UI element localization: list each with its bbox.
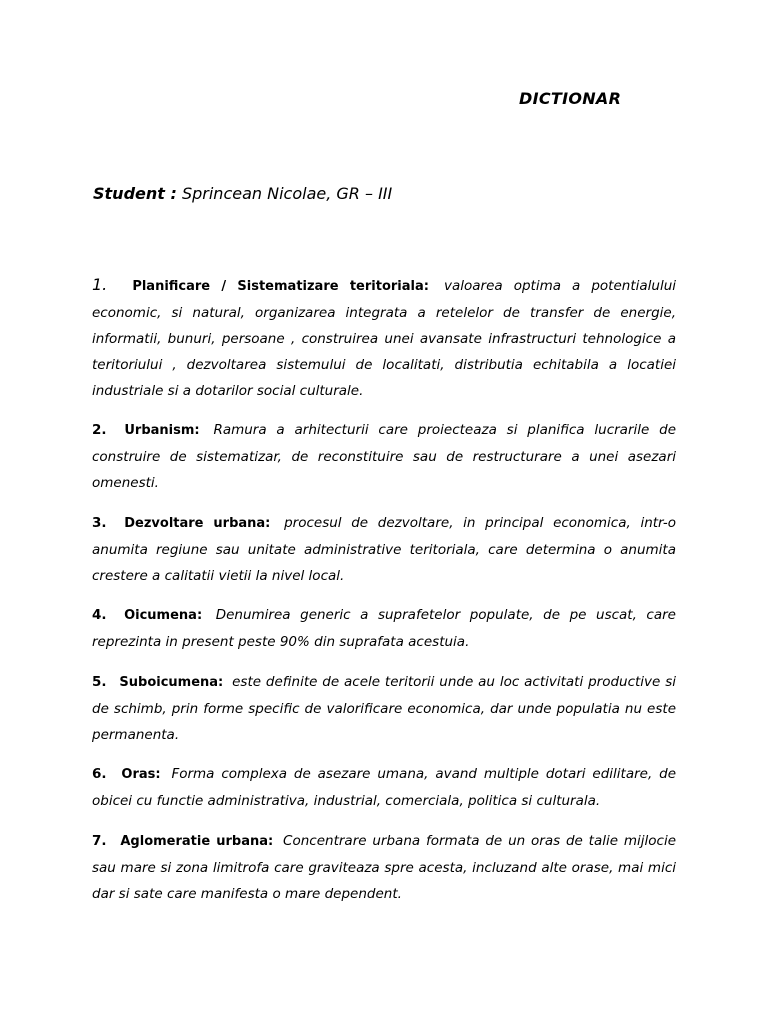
dictionary-entry-3 — [92, 510, 676, 589]
entry-term: Oicumena: — [124, 608, 203, 623]
dictionary-entry-2 — [92, 417, 676, 496]
dictionary-entry-7 — [92, 828, 676, 907]
entry-number: 1. — [92, 274, 108, 294]
entry-definition: Concentrare urbana formata de un oras de talie mijlocie sau mare si zona limitrofa care graviteaza spre acesta, incluzand alte orase, mai mici dar si sate care manifesta o mare dependent. — [92, 832, 677, 902]
entry-definition: Denumirea generic a suprafetelor populate, de pe uscat, care reprezinta in present peste 90% din suprafata acestuia. — [92, 607, 676, 650]
entry-number: 4. — [92, 607, 107, 623]
entry-definition: Forma complexa de asezare umana, avand multiple dotari edilitare, de obicei cu functie administrativa, industrial, comerciala, politica si culturala. — [92, 766, 676, 809]
entry-number: 7. — [92, 832, 107, 849]
entry-number: 2. — [92, 422, 107, 438]
entry-term: Planificare / Sistematizare teritoriala: — [132, 278, 429, 294]
entry-term: Suboicumena: — [119, 674, 224, 690]
entry-number: 6. — [92, 766, 107, 782]
entry-number: 5. — [92, 673, 107, 690]
dictionary-entry-6 — [92, 761, 676, 814]
entry-definition: valoarea optima a potentialului economic, si natural, organizarea integrata a retelelor de transfer de energie, informatii, bunuri, persoane , construirea unei avansate infrastructuri tehnologice a teritoriului , dezvoltarea sistemului de localitati, distributia echitabila a locatiei industriale si a dotarilor social culturale. — [92, 277, 677, 399]
entry-definition: este definite de acele teritorii unde au loc activitati productive si de schimb, prin forme specific de valorificare economica, dar unde populatia nu este permanenta. — [92, 673, 676, 743]
student-name: Sprincean Nicolae, GR – III — [181, 184, 393, 203]
entry-term: Urbanism: — [124, 423, 200, 438]
dictionary-entry-1 — [92, 272, 676, 404]
dictionary-entries — [92, 258, 676, 921]
entry-term: Aglomeratie urbana: — [120, 833, 274, 849]
entry-term: Oras: — [121, 767, 161, 782]
dictionary-entry-5 — [92, 669, 676, 748]
entry-number: 3. — [92, 514, 107, 531]
entry-definition: procesul de dezvoltare, in principal economica, intr-o anumita regiune sau unitate administrative teritoriala, care determina o anumita crestere a calitatii vietii la nivel local. — [92, 514, 676, 584]
entry-term: Dezvoltare urbana: — [124, 515, 271, 531]
document-title: DICTIONAR — [519, 89, 622, 108]
dictionary-entry-4 — [92, 602, 676, 655]
entry-definition: Ramura a arhitecturii care proiecteaza si planifica lucrarile de construire de sistematizar, de reconstituire sau de restructurare a unei asezari omenesti. — [92, 422, 676, 491]
student-label: Student : — [93, 184, 177, 203]
student-line — [93, 184, 392, 203]
